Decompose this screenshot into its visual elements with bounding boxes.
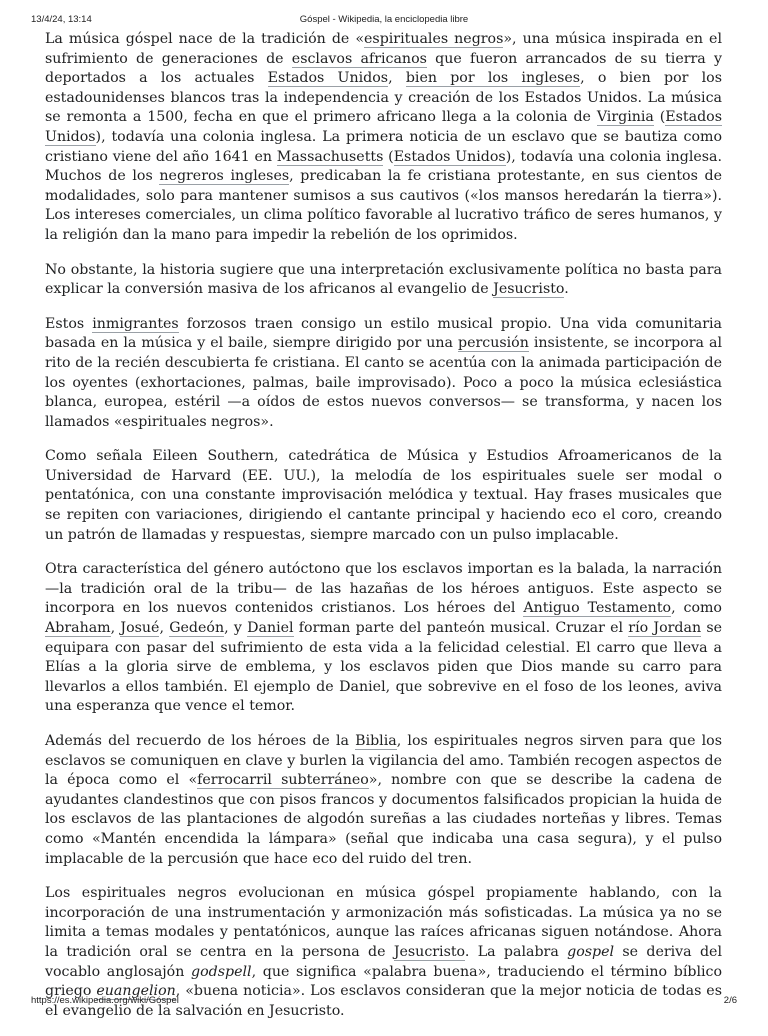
article-link[interactable]: espirituales negros: [364, 31, 504, 47]
italic-term: gospel: [567, 943, 615, 960]
text-run: , los espirituales negros sirven para que los esclavos se comuniquen en clave y burlen la vigilancia del amo. También recogen aspectos de la época como el «: [45, 733, 722, 789]
text-run: insistente, se incorpora al rito de la recién descubierta fe cristiana. El canto se acentúa con la animada participación de los oyentes (exhortaciones, palmas, baile improvisado). Poco a poco la música eclesiástica blanca, europea, estéril —a oídos de estos nuevos conversos— se transforma, y nacen los llamados «espirituales negros».: [45, 335, 722, 430]
text-run: No obstante, la historia sugiere que una interpretación exclusivamente política no basta para explicar la conversión masiva de los africanos al evangelio de: [45, 261, 722, 298]
article-link[interactable]: río Jordan: [628, 620, 702, 637]
text-run: , «buena noticia». Los esclavos consideran que la mejor noticia de todas es el evangelio de la salvación en Jesucristo.: [45, 983, 722, 1019]
text-run: ,: [110, 620, 121, 637]
text-run: , y: [224, 620, 248, 637]
article-link[interactable]: Virginia: [596, 109, 654, 126]
text-run: se deriva del vocablo anglosajón: [45, 943, 722, 980]
article-link[interactable]: Jesucristo: [393, 943, 465, 960]
article-paragraph: [45, 30, 722, 246]
print-footer: [0, 995, 768, 1009]
article-link[interactable]: Daniel: [247, 620, 294, 637]
text-run: ), todavía una colonia inglesa. Muchos de los: [45, 148, 722, 185]
article-paragraph: [45, 315, 722, 433]
text-run: ,: [388, 70, 406, 87]
article-link[interactable]: Estados Unidos: [45, 109, 722, 145]
article-link[interactable]: Estados Unidos: [267, 70, 389, 87]
article-link[interactable]: euangelion: [96, 983, 176, 1000]
article-link[interactable]: Biblia: [355, 733, 397, 749]
text-run: Además del recuerdo de los héroes de la: [45, 733, 356, 749]
article-link[interactable]: Abraham: [45, 620, 111, 637]
text-run: , como: [671, 600, 722, 617]
print-page-number: 2/6: [723, 995, 737, 1006]
article-paragraph: [45, 447, 722, 545]
text-run: », una música inspirada en el sufrimiento de generaciones de: [45, 31, 722, 67]
text-run: Estos: [45, 315, 93, 332]
text-run: Otra característica del género autóctono que los esclavos importan es la balada, la narración —la tradición oral de la tribu— de las hazañas de los héroes antiguos. Este aspecto se incorpora en los nuevos contenidos cristianos. Los héroes del: [45, 561, 722, 617]
text-run: , que significa «palabra buena», traduciendo el término bíblico griego: [45, 963, 723, 1000]
print-header: [0, 14, 768, 28]
text-run: que fueron arrancados de su tierra y deportados a los actuales: [45, 50, 722, 87]
text-run: , o bien por los estadounidenses blancos tras la independencia y creación de los Estados Unidos. La música se remonta a 1500, fecha en que el primero africano llega a la colonia de: [45, 70, 722, 126]
text-run: forman parte del panteón musical. Cruzar el: [293, 620, 629, 637]
print-datetime: 13/4/24, 13:14: [31, 14, 92, 25]
article-link[interactable]: percusión: [458, 335, 529, 352]
text-run: », nombre con que se describe la cadena de ayudantes clandestinos que con pisos francos y documentos falsificados propician la huida de los esclavos de las plantaciones de algodón sureñas a las ciudades norteñas y libres. Temas como «Mantén encendida la lámpara» (señal que indicaba una casa segura), y el pulso implacable de la percusión que hace eco del ruido del tren.: [45, 772, 722, 867]
text-run: . La palabra: [464, 943, 568, 960]
text-run: .: [564, 281, 569, 298]
article-link[interactable]: Josué: [120, 620, 160, 637]
print-page-title: Góspel - Wikipedia, la enciclopedia libre: [299, 14, 469, 25]
article-body: [45, 30, 722, 1036]
text-run: Los espirituales negros evolucionan en música góspel propiamente hablando, con la incorporación de una instrumentación y armonización más sofisticadas. La música ya no se limita a temas modales y pentatónicos, aunque las raíces africanas siguen notándose. Ahora la tradición oral se centra en la persona de: [45, 885, 722, 960]
italic-term: godspell: [191, 963, 252, 980]
article-link[interactable]: Antiguo Testamento: [523, 600, 672, 617]
article-link[interactable]: Massachusetts: [276, 148, 384, 165]
article-paragraph: [45, 732, 722, 869]
article-link[interactable]: Estados Unidos: [393, 148, 506, 165]
article-link[interactable]: inmigrantes: [92, 315, 179, 332]
text-run: (: [383, 148, 394, 165]
article-paragraph: [45, 560, 722, 717]
text-run: La música góspel nace de la tradición de «: [45, 31, 365, 47]
text-run: se equipara con pasar del sufrimiento de esta vida a la felicidad celestial. El carro que lleva a Elías a la gloria sirve de emblema, y los esclavos piden que Dios mande su carro para llevarlos a ellos también. El ejemplo de Daniel, que sobrevive en el foso de los leones, aviva una esperanza que vence el temor.: [45, 620, 723, 715]
article-link[interactable]: Jesucristo: [493, 281, 565, 298]
text-run: ,: [159, 620, 170, 637]
text-run: ), todavía una colonia inglesa. La primera noticia de un esclavo que se bautiza como cristiano viene del año 1641 en: [45, 128, 722, 165]
print-url: https://es.wikipedia.org/wiki/Góspel: [31, 995, 179, 1006]
article-link[interactable]: esclavos africanos: [291, 50, 427, 67]
article-link[interactable]: Gedeón: [169, 620, 225, 637]
article-link[interactable]: bien por los ingleses: [405, 70, 581, 87]
article-link[interactable]: ferrocarril subterráneo: [197, 772, 369, 789]
article-link[interactable]: negreros ingleses: [159, 168, 290, 185]
text-run: forzosos traen consigo un estilo musical propio. Una vida comunitaria basada en la música y el baile, siempre dirigido por una: [45, 315, 723, 352]
article-paragraph: [45, 261, 722, 300]
text-run: , predicaban la fe cristiana protestante, en sus cientos de modalidades, solo para mantener sumisos a sus cautivos («los mansos heredarán la tierra»). Los intereses comerciales, un clima político favorable al lucrativo tráfico de seres humanos, y la religión dan la mano para impedir la rebelión de los oprimidos.: [45, 168, 723, 243]
text-run: (: [653, 109, 666, 126]
text-run: Como señala Eileen Southern, catedrática de Música y Estudios Afroamericanos de la Universidad de Harvard (EE. UU.), la melodía de los espirituales suele ser modal o pentatónica, con una constante improvisación melódica y textual. Hay frases musicales que se repiten con variaciones, dirigiendo el cantante principal y haciendo eco el coro, creando un patrón de llamadas y respuestas, siempre marcado con un pulso implacable.: [45, 448, 722, 543]
